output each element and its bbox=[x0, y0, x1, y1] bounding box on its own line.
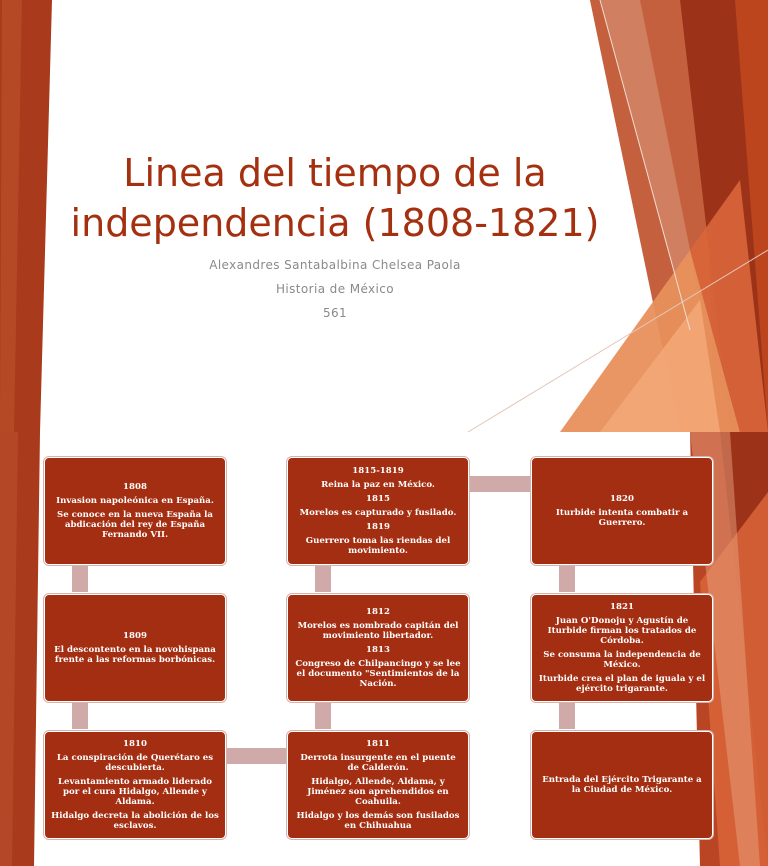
timeline-text: Guerrero toma las riendas del movimiento. bbox=[305, 536, 451, 556]
timeline-text: 1819 bbox=[366, 522, 390, 532]
timeline-text: Morelos es capturado y fusilado. bbox=[299, 508, 457, 518]
connector bbox=[72, 565, 88, 592]
timeline-text: Juan O'Donoju y Agustín de Iturbide firman los tratados de Córdoba. bbox=[547, 616, 697, 646]
author-name: Alexandres Santabalbina Chelsea Paola bbox=[209, 258, 461, 272]
title-line-1: Linea del tiempo de la bbox=[123, 151, 547, 195]
timeline-box-1810 bbox=[44, 731, 226, 839]
connector bbox=[315, 702, 331, 729]
timeline-box-1811 bbox=[287, 731, 469, 839]
title-slide bbox=[0, 0, 768, 432]
timeline-text: Se conoce en la nueva España la abdicación del rey de España Fernando VII. bbox=[57, 510, 213, 540]
timeline-text: 1810 bbox=[123, 739, 147, 749]
timeline-text: 1811 bbox=[366, 739, 390, 749]
timeline-text: 1809 bbox=[123, 631, 147, 641]
title-line-2: independencia (1808-1821) bbox=[70, 201, 600, 245]
timeline-box-entrada bbox=[531, 731, 713, 839]
connector bbox=[72, 702, 88, 729]
timeline-box-1812 bbox=[287, 594, 469, 702]
timeline-text: Iturbide crea el plan de iguala y el ejército trigarante. bbox=[538, 674, 706, 694]
timeline-text: Reina la paz en México. bbox=[321, 480, 435, 490]
timeline-box-1821 bbox=[531, 594, 713, 702]
timeline-slide bbox=[0, 432, 768, 866]
timeline-text: Entrada del Ejército Trigarante a la Ciudad de México. bbox=[542, 775, 702, 795]
timeline-text: Hidalgo y los demás son fusilados en Chihuahua bbox=[296, 811, 460, 831]
timeline-text: Iturbide intenta combatir a Guerrero. bbox=[555, 508, 689, 528]
connector bbox=[226, 748, 287, 764]
timeline-text: Hidalgo, Allende, Aldama, y Jiménez son aprehendidos en Coahuila. bbox=[307, 777, 449, 807]
timeline-text: Derrota insurgente en el puente de Calderón. bbox=[300, 753, 456, 773]
timeline-text: 1821 bbox=[610, 602, 634, 612]
timeline-box-1809 bbox=[44, 594, 226, 702]
timeline-text: El descontento en la novohispana frente a las reformas borbónicas. bbox=[54, 645, 216, 665]
timeline-box-1815 bbox=[287, 457, 469, 565]
timeline-text: 1808 bbox=[123, 482, 147, 492]
course-name: Historia de México bbox=[275, 282, 394, 296]
timeline-text: Congreso de Chilpancingo y se lee el documento "Sentimientos de la Nación. bbox=[295, 659, 461, 689]
timeline-text: Se consuma la independencia de México. bbox=[543, 650, 701, 670]
group-number: 561 bbox=[322, 306, 348, 320]
timeline-text: Levantamiento armado liderado por el cura Hidalgo, Allende y Aldama. bbox=[58, 777, 212, 807]
timeline-text: 1812 bbox=[366, 607, 390, 617]
connector bbox=[469, 476, 530, 492]
timeline-text: 1815 bbox=[366, 494, 390, 504]
timeline-text: 1815-1819 bbox=[352, 466, 404, 476]
timeline-box-1808 bbox=[44, 457, 226, 565]
timeline-text: Invasion napoleónica en España. bbox=[56, 496, 214, 506]
timeline-text: Hidalgo decreta la abolición de los esclavos. bbox=[51, 811, 219, 831]
connector bbox=[559, 702, 575, 729]
timeline-text: 1813 bbox=[366, 645, 390, 655]
connector bbox=[315, 565, 331, 592]
connector bbox=[559, 565, 575, 592]
timeline-text: La conspiración de Querétaro es descubierta. bbox=[56, 753, 214, 773]
presentation-title bbox=[40, 148, 630, 248]
timeline-box-1820 bbox=[531, 457, 713, 565]
timeline-text: Morelos es nombrado capitán del movimiento libertador. bbox=[297, 621, 459, 641]
timeline-text: 1820 bbox=[610, 494, 634, 504]
